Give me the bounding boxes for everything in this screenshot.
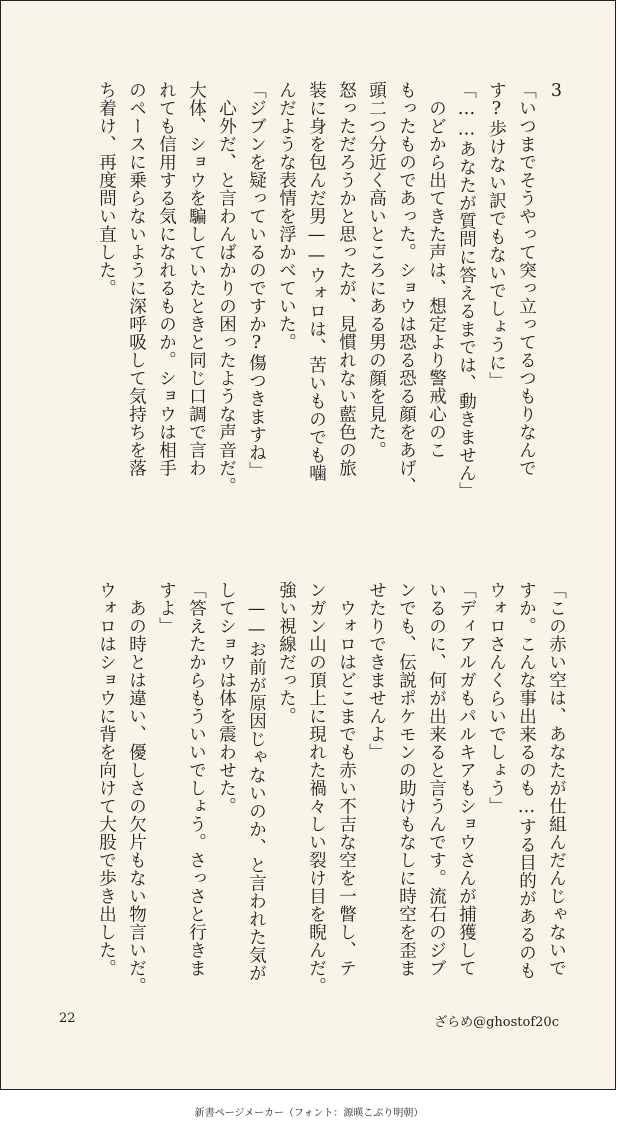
text-column: ち着け、再度問い直した。	[96, 81, 117, 297]
text-column: ウォロさんくらいでしょう」	[486, 581, 507, 815]
text-column: 大体、ショウを騙していたときと同じ口調で言わ	[186, 81, 207, 477]
text-column: あの時とは違い、優しさの欠片もない物言いだ。	[126, 599, 147, 995]
text-column: ウォロはどこまでも赤い不吉な空を一瞥し、テ	[336, 599, 357, 977]
text-column: 「答えたからもういいでしょう。さっさと行きま	[186, 581, 207, 977]
text-column: す?歩けない訳でもないでしょうに」	[486, 81, 507, 390]
text-column: 心外だ、と言わんばかりの困ったような声音だ。	[216, 99, 237, 495]
text-column: ンでも、伝説ポケモンの助けもなしに時空を歪ま	[396, 581, 417, 977]
text-column: 「ディアルガもパルキアもショウさんが捕獲して	[456, 581, 477, 977]
text-column: 「……あなたが質問に答えるまでは、動きません」	[456, 81, 477, 500]
text-column: いるのに、何が出来ると言うんです。流石のジブ	[426, 581, 447, 977]
text-column: せたりできませんよ」	[366, 581, 387, 761]
text-column: してショウは体を震わせた。	[216, 581, 237, 815]
footer-caption: 新書ページメーカー（フォント：源暎こぶり明朝）	[194, 1108, 424, 1119]
text-column: 装に身を包んだ男——ウォロは、苦いものでも噛	[306, 81, 327, 482]
text-column: んだような表情を浮かべていた。	[276, 81, 297, 351]
text-column: 「ジブンを疑っているのですか?傷つきますね」	[246, 81, 267, 480]
text-column: 「この赤い空は、あなたが仕組んだんじゃないで	[546, 581, 567, 977]
text-column: ウォロはショウに背を向けて大股で歩き出した。	[96, 581, 117, 977]
text-column: のどから出てきた声は、想定より警戒心のこ	[426, 99, 447, 459]
text-column: 強い視線だった。	[276, 581, 297, 725]
text-column: 頭二つ分近く高いところにある男の顔を見た。	[366, 81, 387, 459]
text-column: 怒っただろうかと思ったが、見慣れない藍色の旅	[336, 81, 357, 477]
text-column: 3	[546, 81, 567, 102]
author-credit: ざらめ@ghostof20c	[434, 1015, 559, 1030]
text-column: ——お前が原因じゃないのか、と言われた気が	[246, 599, 267, 982]
text-column: ンガン山の頂上に現れた禍々しい裂け目を睨んだ。	[306, 581, 327, 995]
text-column: 「いつまでそうやって突っ立ってるつもりなんで	[516, 81, 537, 477]
text-column: れても信用する気になれるものか。ショウは相手	[156, 81, 177, 477]
text-column: すか。こんな事出来るのも…する目的があるのも	[516, 581, 537, 980]
page-number: 22	[59, 1011, 76, 1026]
text-column: もったものであった。ショウは恐る恐る顔をあげ、	[396, 81, 417, 495]
text-column: すよ」	[156, 581, 177, 635]
text-column: のペースに乗らないように深呼吸して気持ちを落	[126, 81, 147, 477]
